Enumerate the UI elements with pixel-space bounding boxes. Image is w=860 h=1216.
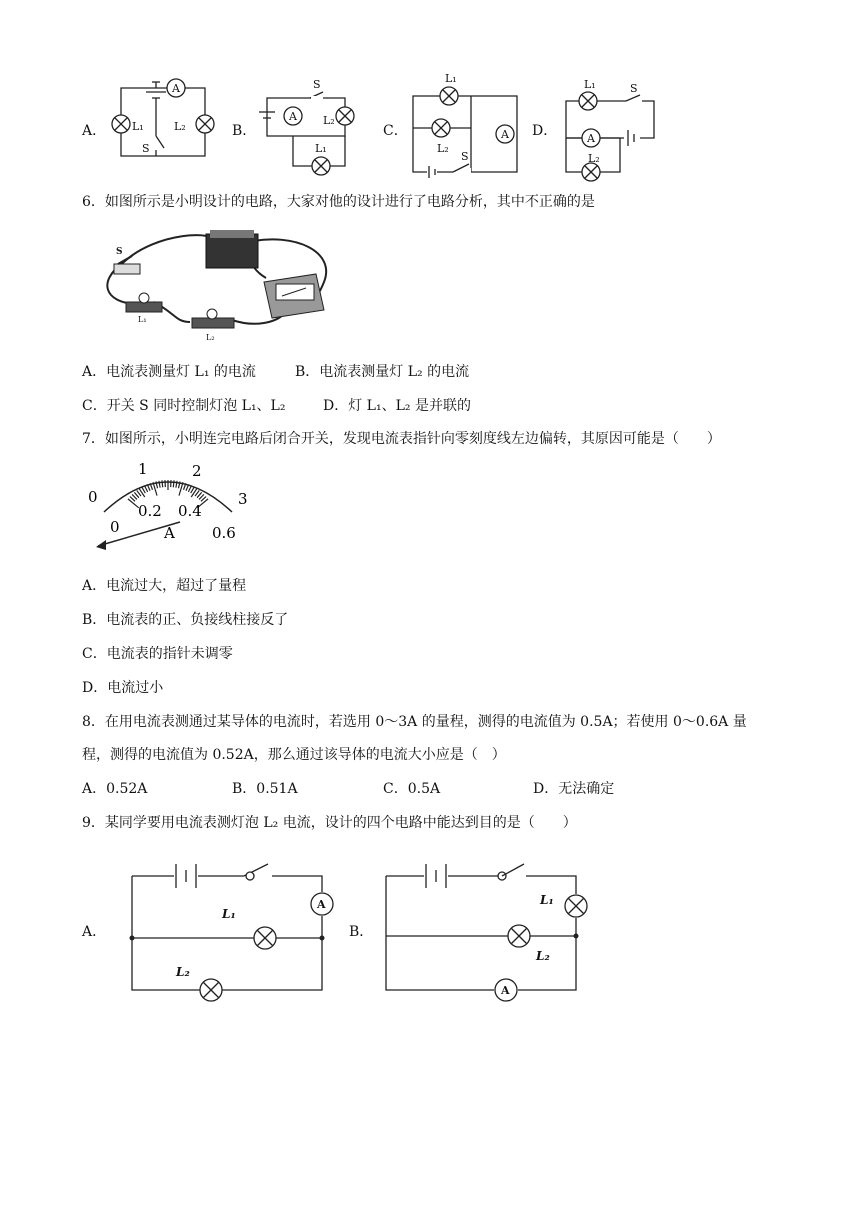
- upper-scale-2: 2: [192, 462, 202, 480]
- upper-scale-1: 1: [138, 460, 148, 478]
- svg-text:S: S: [461, 150, 469, 163]
- lower-scale-1: 0.2: [138, 502, 162, 520]
- svg-text:L₁: L₁: [222, 907, 236, 921]
- q6-option-a: A．电流表测量灯 L₁ 的电流: [82, 364, 256, 380]
- q6-stem: 6．如图所示是小明设计的电路，大家对他的设计进行了电路分析，其中不正确的是: [82, 194, 595, 210]
- svg-text:L₁: L₁: [138, 315, 147, 324]
- svg-text:L₁: L₁: [540, 893, 554, 907]
- svg-text:S: S: [116, 247, 123, 257]
- q8-option-b: B．0.51A: [232, 781, 298, 797]
- upper-scale-0: 0: [88, 488, 98, 506]
- q5-option-d-label: D．: [532, 123, 558, 139]
- q7-option-a: A．电流过大，超过了量程: [82, 578, 247, 594]
- svg-text:L₂: L₂: [206, 333, 215, 342]
- svg-text:L₂: L₂: [536, 949, 550, 963]
- svg-text:L₂: L₂: [176, 965, 190, 979]
- ammeter-dial: [82, 458, 262, 558]
- svg-text:S: S: [630, 82, 638, 95]
- q8-option-a: A．0.52A: [82, 781, 148, 797]
- q9-option-b-label: B．: [349, 924, 374, 940]
- meter-tick: [144, 486, 147, 492]
- q7-option-d: D．电流过小: [82, 680, 164, 696]
- q5-circuit-d: [558, 76, 668, 176]
- lower-scale-0: 0: [110, 518, 120, 536]
- svg-text:L₁: L₁: [315, 142, 327, 155]
- svg-text:L₂: L₂: [323, 114, 335, 127]
- q6-option-c: C．开关 S 同时控制灯泡 L₁、L₂: [82, 398, 286, 414]
- battery-icon: [206, 234, 258, 268]
- meter-tick: [191, 487, 195, 493]
- q6-circuit-photo: [96, 222, 336, 350]
- q5-circuit-b: [255, 76, 365, 176]
- meter-tick: [142, 487, 146, 493]
- q7-stem: 7．如图所示，小明连完电路后闭合开关，发现电流表指针向零刻度线左边偏转，其原因可能是（ ）: [82, 431, 721, 447]
- q5-option-b-label: B．: [232, 123, 257, 139]
- svg-text:A: A: [501, 128, 509, 141]
- svg-text:A: A: [317, 898, 326, 911]
- q5-circuit-c: [405, 70, 525, 180]
- svg-text:S: S: [313, 78, 321, 91]
- svg-text:S: S: [142, 142, 150, 155]
- svg-text:L₁: L₁: [584, 78, 596, 91]
- meter-unit: A: [164, 524, 175, 542]
- q9-stem: 9．某同学要用电流表测灯泡 L₂ 电流，设计的四个电路中能达到目的是（ ）: [82, 815, 577, 831]
- q9-circuit-a: [126, 856, 346, 996]
- svg-text:A: A: [289, 110, 297, 123]
- svg-text:L₂: L₂: [437, 142, 449, 155]
- svg-text:L₁: L₁: [132, 120, 144, 133]
- q8-stem-line1: 8．在用电流表测通过某导体的电流时，若选用 0～3A 的量程，测得的电流值为 0.5A；若使用 0～0.6A 量: [82, 714, 747, 730]
- q7-option-c: C．电流表的指针未调零: [82, 646, 233, 662]
- lamp-l2-icon: [192, 318, 234, 328]
- q5-option-c-label: C．: [383, 123, 408, 139]
- q8-option-c: C．0.5A: [383, 781, 441, 797]
- q8-option-d: D．无法确定: [533, 781, 615, 797]
- lower-scale-2: 0.4: [178, 502, 202, 520]
- q5-circuit-a: [108, 76, 218, 166]
- q5-option-a-label: A．: [82, 123, 107, 139]
- meter-tick: [173, 480, 174, 487]
- q9-circuit-b: [380, 856, 600, 996]
- meter-tick: [162, 480, 163, 487]
- svg-text:L₂: L₂: [174, 120, 186, 133]
- upper-scale-3: 3: [238, 490, 248, 508]
- svg-text:A: A: [172, 82, 180, 95]
- svg-text:A: A: [587, 132, 595, 145]
- q6-option-b: B．电流表测量灯 L₂ 的电流: [295, 364, 470, 380]
- q7-option-b: B．电流表的正、负接线柱接反了: [82, 612, 289, 628]
- svg-text:L₂: L₂: [588, 152, 600, 165]
- q6-option-d: D．灯 L₁、L₂ 是并联的: [323, 398, 471, 414]
- lower-scale-3: 0.6: [212, 524, 236, 542]
- svg-text:L₁: L₁: [445, 72, 457, 85]
- q9-option-a-label: A．: [82, 924, 107, 940]
- meter-tick: [188, 486, 191, 492]
- svg-text:A: A: [501, 984, 510, 997]
- switch-icon: [114, 264, 140, 274]
- q8-stem-line2: 程，测得的电流值为 0.52A，那么通过该导体的电流大小应是（ ）: [82, 747, 506, 763]
